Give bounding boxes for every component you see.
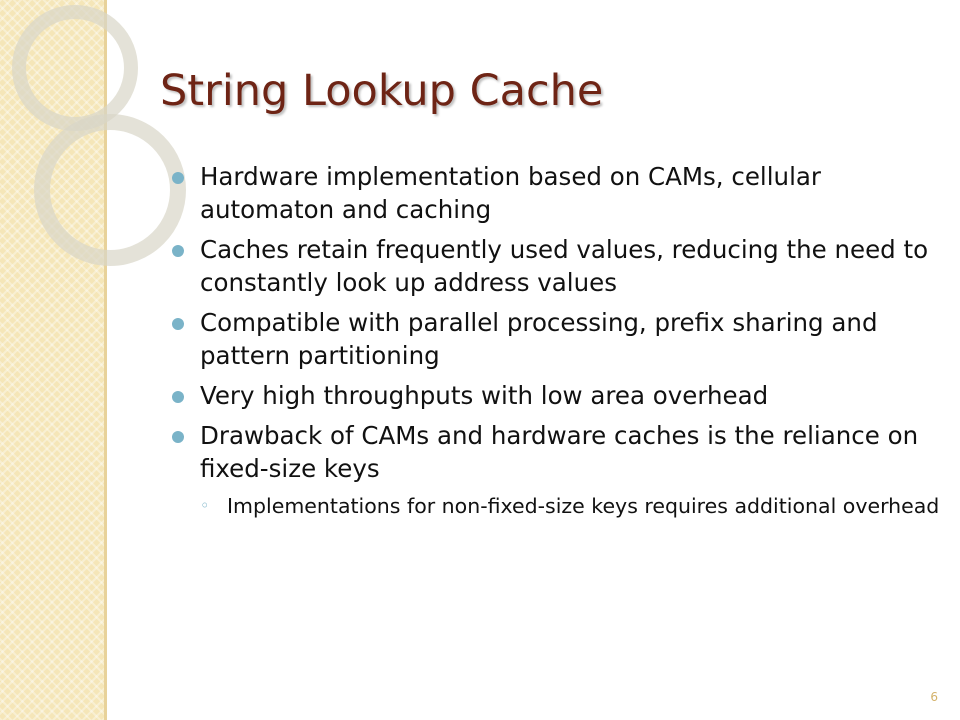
bullet-dot-icon xyxy=(172,318,184,330)
subbullet-text: Implementations for non-fixed-size keys requires additional overhead xyxy=(227,494,940,518)
bullet-dot-icon xyxy=(172,431,184,443)
bullet-text: Hardware implementation based on CAMs, cellular automaton and caching xyxy=(200,162,821,224)
bullet-item xyxy=(200,379,940,412)
subbullet-item xyxy=(200,492,940,520)
bullet-text: Caches retain frequently used values, reducing the need to constantly look up address values xyxy=(200,235,929,297)
bullet-list xyxy=(200,160,940,520)
bullet-item xyxy=(200,160,940,226)
bullet-item xyxy=(200,306,940,372)
bullet-text: Very high throughputs with low area overhead xyxy=(200,381,769,410)
page-number: 6 xyxy=(930,690,938,704)
bullet-text: Compatible with parallel processing, prefix sharing and pattern partitioning xyxy=(200,308,878,370)
hollow-circle-icon: ◦ xyxy=(200,496,210,515)
bullet-dot-icon xyxy=(172,391,184,403)
bullet-item xyxy=(200,233,940,299)
decorative-circles xyxy=(0,0,200,260)
bullet-item xyxy=(200,419,940,485)
decor-circle-upper xyxy=(19,12,131,124)
slide-title: String Lookup Cache xyxy=(160,66,604,116)
decor-circle-lower xyxy=(42,122,178,258)
bullet-dot-icon xyxy=(172,172,184,184)
bullet-text: Drawback of CAMs and hardware caches is the reliance on fixed-size keys xyxy=(200,421,919,483)
bullet-dot-icon xyxy=(172,245,184,257)
